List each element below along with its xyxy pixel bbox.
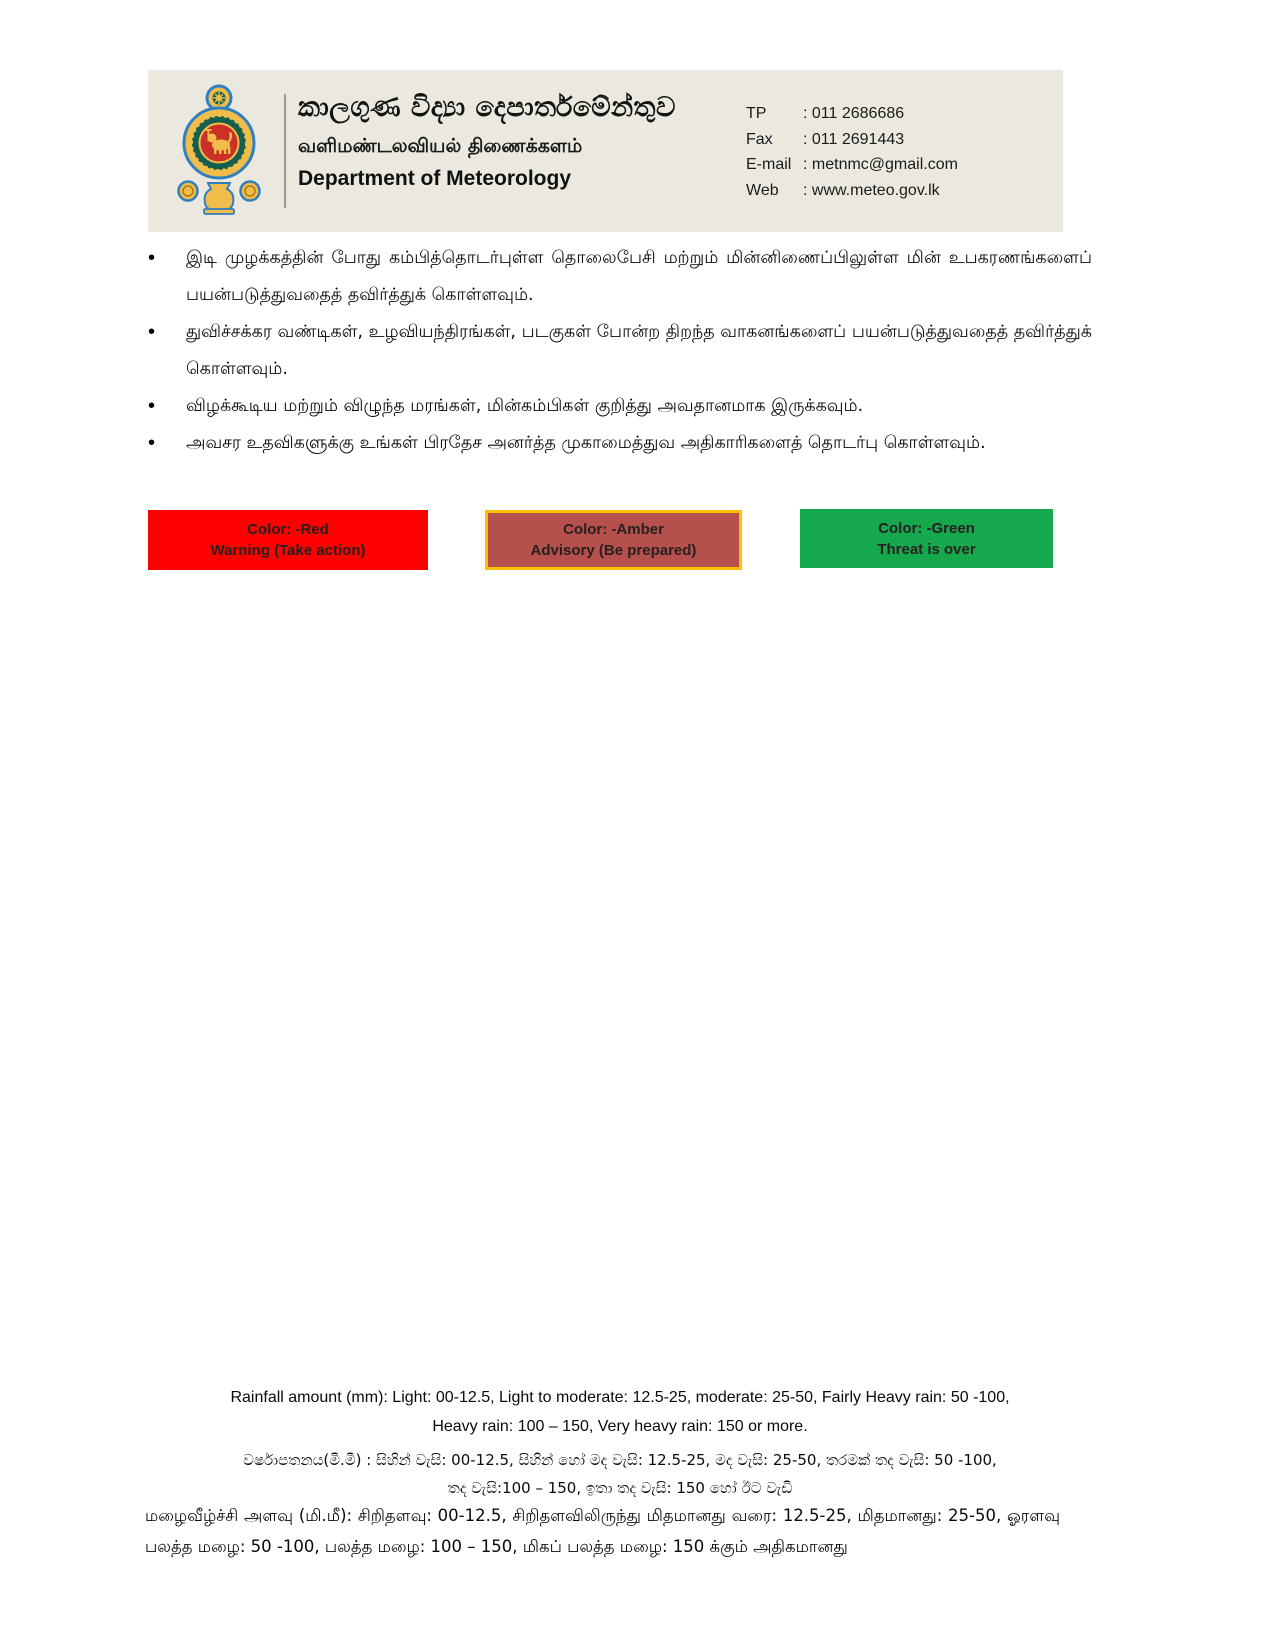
sri-lanka-emblem-logo	[166, 83, 272, 217]
bullet-icon: •	[148, 247, 156, 269]
department-title-tamil: வளிமண்டலவியல் திணைக்களம்	[298, 135, 583, 157]
contact-row-email	[746, 152, 1046, 178]
tp-value: : 011 2686686	[803, 105, 905, 122]
department-title-sinhala: කාලගුණ විද්‍යා දෙපාර්තමේන්තුව	[298, 92, 676, 123]
tp-label: TP	[746, 105, 767, 122]
list-item	[148, 314, 1092, 388]
contact-row-web	[746, 178, 1046, 204]
web-label: Web	[746, 181, 779, 199]
list-item	[148, 240, 1092, 314]
sri-lanka-emblem-icon	[166, 83, 272, 217]
rainfall-sinhala-line1: වර්ෂාපතනය(මි.මී) : සිහින් වැසි: 00-12.5, සිහින් හෝ මද වැසි: 12.5-25, මද වැසි: 25-50, තරමක් තද වැසි: 50 -100,	[243, 1451, 997, 1469]
header-divider	[284, 94, 286, 208]
list-item	[148, 388, 1092, 425]
alert-color-label: Color: -Green	[878, 519, 975, 537]
letterhead	[148, 70, 1063, 232]
bullet-icon: •	[148, 395, 156, 417]
contact-info	[746, 101, 1046, 203]
web-value: : www.meteo.gov.lk	[803, 181, 940, 199]
department-title-english: Department of Meteorology	[298, 167, 572, 190]
alert-action-label: Warning (Take action)	[210, 542, 366, 559]
advisory-bullet-list	[148, 240, 1092, 462]
list-item	[148, 425, 1092, 462]
bullet-icon: •	[148, 432, 156, 454]
bullet-text: துவிச்சக்கர வண்டிகள், உழவியந்திரங்கள், படகுகள் போன்ற திறந்த வாகனங்களைப் பயன்படுத்துவதைத் தவிர்த்துக் கொள்ளவும்.	[186, 322, 1092, 379]
alert-color-label: Color: -Amber	[563, 521, 664, 538]
department-titles	[298, 88, 748, 194]
bullet-text: அவசர உதவிகளுக்கு உங்கள் பிரதேச அனர்த்த முகாமைத்துவ அதிகாரிகளைத் தொடர்பு கொள்ளவும்.	[186, 433, 986, 453]
contact-row-tp	[746, 101, 1046, 127]
rainfall-definition-english	[148, 1383, 1092, 1441]
rainfall-definition-sinhala	[148, 1446, 1092, 1502]
rainfall-english-line2: Heavy rain: 100 – 150, Very heavy rain: 150 or more.	[432, 1418, 808, 1435]
alert-box-amber-advisory	[485, 510, 742, 570]
rainfall-english-line1: Rainfall amount (mm): Light: 00-12.5, Light to moderate: 12.5-25, moderate: 25-50, Fairly Heavy rain: 50 -100,	[230, 1389, 1010, 1406]
fax-label: Fax	[746, 130, 773, 148]
alert-color-label: Color: -Red	[247, 521, 329, 538]
fax-value: : 011 2691443	[803, 130, 905, 148]
alert-action-label: Threat is over	[877, 540, 976, 558]
email-label: E-mail	[746, 156, 792, 173]
contact-row-fax	[746, 127, 1046, 153]
bullet-icon: •	[148, 321, 156, 343]
bullet-text: இடி முழக்கத்தின் போது கம்பித்தொடர்புள்ள தொலைபேசி மற்றும் மின்னிணைப்பிலுள்ள மின் உபகரணங்களைப் பயன்படுத்துவதைத் தவிர்த்துக் கொள்ளவும்.	[186, 248, 1092, 305]
rainfall-sinhala-line2: තද වැසි:100 – 150, ඉතා තද වැසි: 150 හෝ ඊට වැඩි	[447, 1479, 793, 1497]
alert-box-red-warning	[148, 510, 428, 570]
email-value: : metnmc@gmail.com	[803, 156, 958, 173]
bullet-text: விழக்கூடிய மற்றும் விழுந்த மரங்கள், மின்கம்பிகள் குறித்து அவதானமாக இருக்கவும்.	[186, 396, 864, 416]
alert-box-green-threat-over	[800, 509, 1053, 568]
alert-action-label: Advisory (Be prepared)	[530, 542, 697, 559]
rainfall-definition-tamil: மழைவீழ்ச்சி அளவு (மி.மீ): சிறிதளவு: 00-12.5, சிறிதளவிலிருந்து மிதமானது வரை: 12.5-25, மிதமானது: 25-50, ஓரளவு பலத்த மழை: 50 -100, பலத்த மழை: 100 – 150, மிகப் பலத்த மழை: 150 க்கும் அதிகமானது	[145, 1506, 1060, 1556]
